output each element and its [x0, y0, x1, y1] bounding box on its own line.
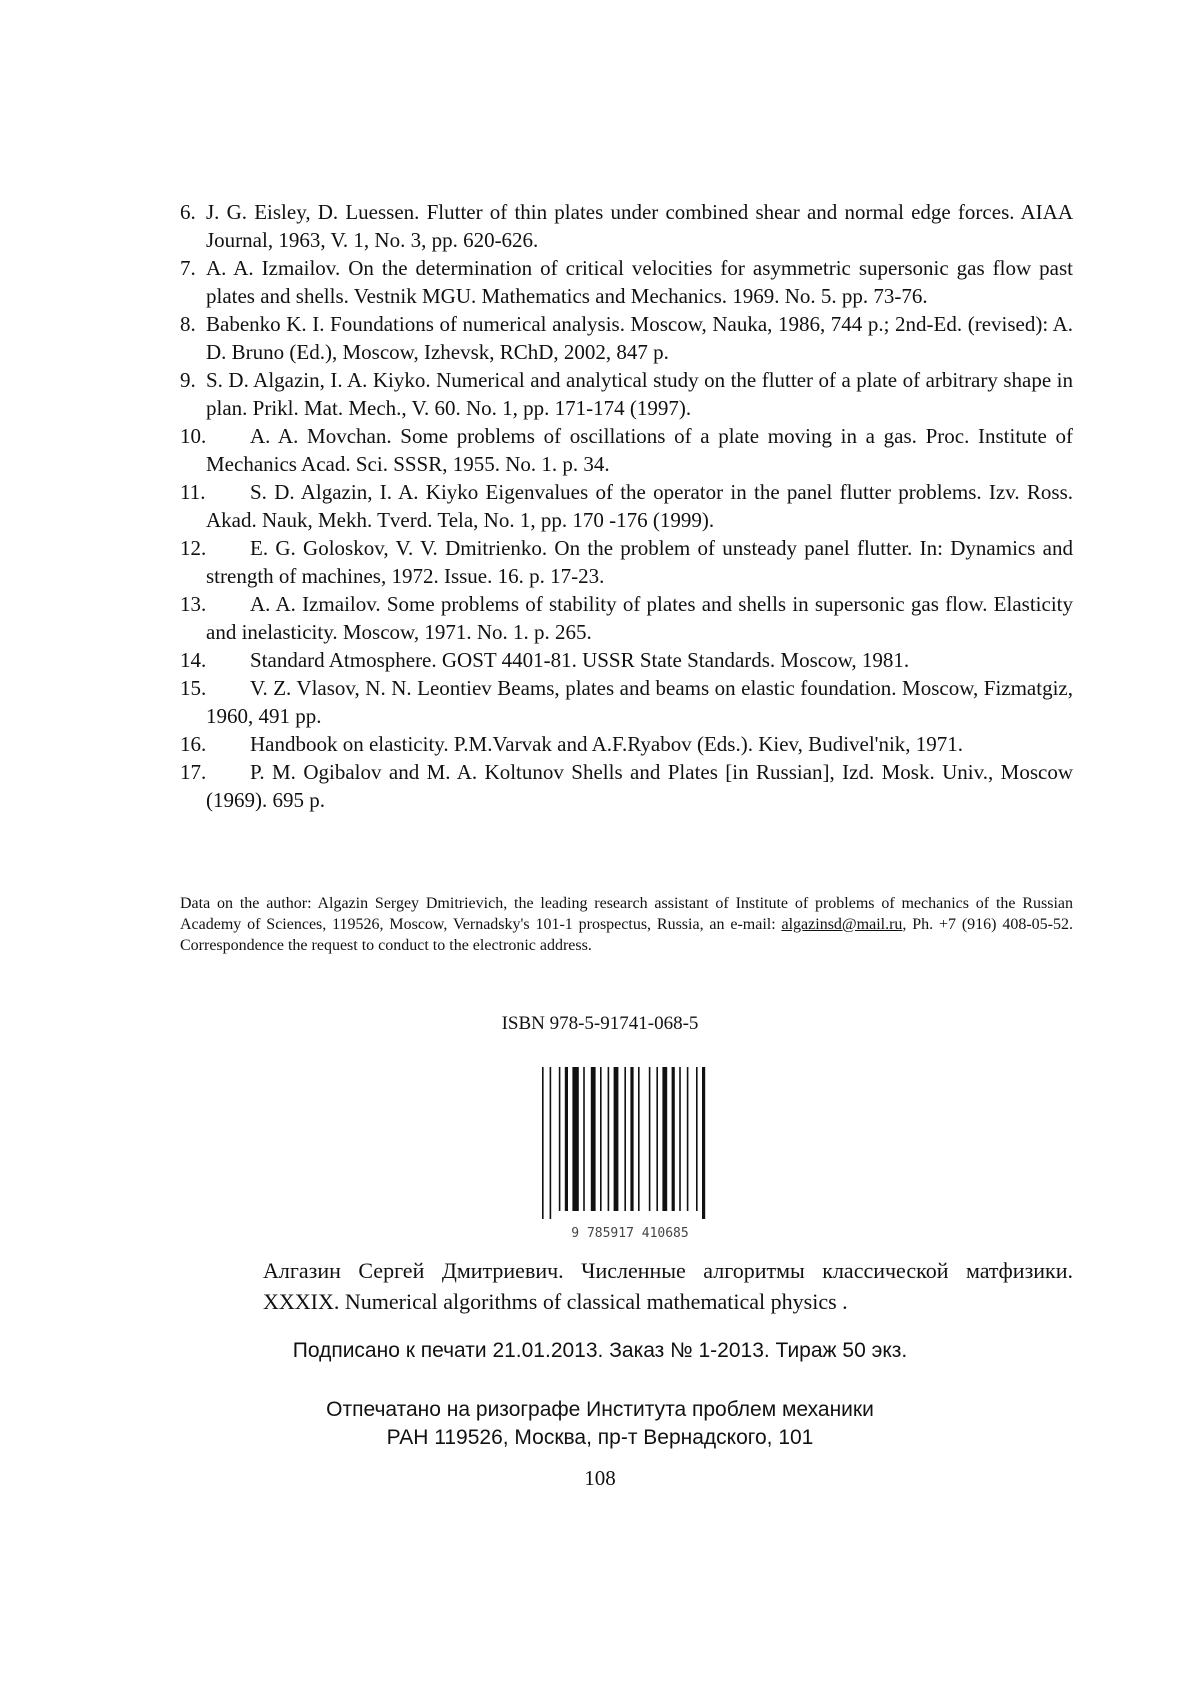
reference-item: [180, 422, 1073, 478]
barcode-bar: [696, 1067, 698, 1211]
barcode-bar: [672, 1067, 675, 1211]
reference-number: 11.: [180, 480, 206, 504]
barcode-bar: [687, 1067, 689, 1211]
reference-text: Standard Atmosphere. GOST 4401-81. USSR State Standards. Moscow, 1981.: [250, 648, 910, 672]
reference-item: [180, 758, 1073, 814]
reference-item: [180, 590, 1073, 646]
reference-text: A. A. Izmailov. On the determination of critical velocities for asymmetric supersonic gas flow past plates and shells. Vestnik MGU. Mathematics and Mechanics. 1969. No. 5. pp. 73-76.: [206, 256, 1073, 308]
reference-item: [180, 198, 1073, 254]
barcode-bar: [638, 1067, 640, 1211]
reference-text: P. M. Ogibalov and M. A. Koltunov Shells and Plates [in Russian], Izd. Mosk. Univ., Moscow (1969). 695 p.: [206, 760, 1073, 812]
barcode-bar: [572, 1067, 578, 1211]
barcode-bar: [550, 1067, 552, 1219]
barcode-bar: [679, 1067, 681, 1211]
reference-number: 14.: [180, 648, 207, 672]
reference-item: [180, 534, 1073, 590]
isbn-barcode: [530, 1067, 730, 1242]
reference-item: [180, 674, 1073, 730]
barcode-bar: [559, 1067, 561, 1211]
reference-number: 8.: [180, 312, 196, 336]
reference-text: Handbook on elasticity. P.M.Varvak and A.F.Ryabov (Eds.). Kiev, Budivel'nik, 1971.: [250, 732, 964, 756]
barcode-bar: [624, 1067, 626, 1211]
press-line-2: РАН 119526, Москва, пр-т Вернадского, 101: [386, 1426, 814, 1449]
barcode-bar: [614, 1067, 619, 1211]
reference-item: [180, 730, 1073, 758]
barcode-bar: [702, 1067, 705, 1219]
reference-item: [180, 366, 1073, 422]
references-list: [180, 198, 1073, 814]
barcode-bar: [542, 1067, 544, 1219]
barcode-bar: [662, 1067, 667, 1211]
barcode-bar: [608, 1067, 610, 1211]
reference-text: A. A. Movchan. Some problems of oscillations of a plate moving in a gas. Proc. Institute of Mechanics Acad. Sci. SSSR, 1955. No. 1. p. 34.: [206, 424, 1073, 476]
isbn-label: ISBN 978-5-91741-068-5: [501, 1013, 699, 1034]
reference-number: 9.: [180, 368, 196, 392]
barcode-bar: [583, 1067, 585, 1211]
author-info-text-end: , Ph. +7 (916) 408-05-52. Correspondence the request to conduct to the electronic address.: [180, 916, 1074, 954]
author-info: [180, 893, 1073, 956]
reference-text: J. G. Eisley, D. Luessen. Flutter of thin plates under combined shear and normal edge forces. AIAA Journal, 1963, V. 1, No. 3, pp. 620-626.: [206, 200, 1073, 252]
barcode-bar: [656, 1067, 658, 1211]
barcode-bar: [630, 1067, 633, 1211]
barcode-bar: [649, 1067, 651, 1211]
reference-item: [180, 646, 1073, 674]
reference-text: V. Z. Vlasov, N. N. Leontiev Beams, plates and beams on elastic foundation. Moscow, Fizmatgiz, 1960, 491 pp.: [206, 676, 1073, 728]
page-number: 108: [584, 1466, 616, 1490]
author-email-link[interactable]: algazinsd@mail.ru: [781, 916, 903, 933]
reference-text: E. G. Goloskov, V. V. Dmitrienko. On the problem of unsteady panel flutter. In: Dynamics and strength of machines, 1972. Issue. 16. p. 17-23.: [206, 536, 1073, 588]
reference-text: S. D. Algazin, I. A. Kiyko. Numerical and analytical study on the flutter of a plate of arbitrary shape in plan. Prikl. Mat. Mech., V. 60. No. 1, pp. 171-174 (1997).: [206, 368, 1073, 420]
barcode-bar: [600, 1067, 602, 1211]
author-info-text: Data on the author: Algazin Sergey Dmitrievich, the leading research assistant of Institute of problems of mechanics of the Russian Academy of Sciences, 119526, Moscow, Vernadsky's 101-1 prospectus, Russia, an e-mail:: [180, 895, 1073, 933]
reference-number: 15.: [180, 676, 207, 700]
reference-text: S. D. Algazin, I. A. Kiyko Eigenvalues of the operator in the panel flutter problems. Izv. Ross. Akad. Nauk, Mekh. Tverd. Tela, No. 1, pp. 170 -176 (1999).: [206, 480, 1073, 532]
print-info: Подписано к печати 21.01.2013. Заказ № 1-2013. Тираж 50 экз.: [292, 1339, 908, 1362]
book-title: Алгазин Сергей Дмитриевич. Численные алгоритмы классической матфизики. XXXIX. Numerical algorithms of classical mathematical physics .: [263, 1258, 1073, 1314]
reference-text: Babenko K. I. Foundations of numerical analysis. Moscow, Nauka, 1986, 744 p.; 2nd-Ed. (revised): A. D. Bruno (Ed.), Moscow, Izhevsk, RChD, 2002, 847 p.: [206, 312, 1073, 364]
reference-number: 6.: [180, 200, 196, 224]
barcode-digits: 9 785917 410685: [571, 1226, 689, 1241]
reference-item: [180, 478, 1073, 534]
barcode-bar: [591, 1067, 596, 1211]
reference-text: A. A. Izmailov. Some problems of stability of plates and shells in supersonic gas flow. Elasticity and inelasticity. Moscow, 1971. No. 1. p. 265.: [206, 592, 1073, 644]
reference-item: [180, 310, 1073, 366]
reference-number: 17.: [180, 760, 207, 784]
barcode-bar: [565, 1067, 568, 1211]
reference-number: 16.: [180, 732, 207, 756]
press-line-1: Отпечатано на ризографе Института проблем механики: [326, 1398, 874, 1421]
reference-number: 13.: [180, 592, 207, 616]
reference-number: 12.: [180, 536, 207, 560]
reference-number: 7.: [180, 256, 196, 280]
reference-item: [180, 254, 1073, 310]
reference-number: 10.: [180, 424, 207, 448]
